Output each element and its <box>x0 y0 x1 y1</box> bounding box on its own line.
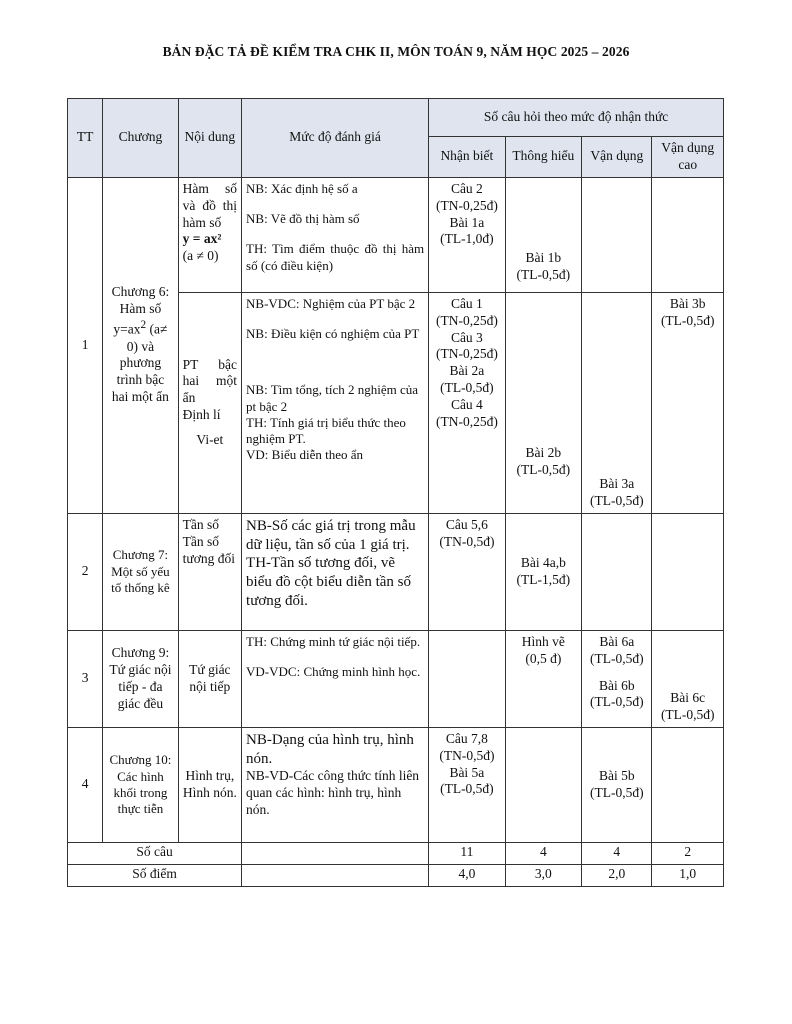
nb-cell: Câu 5,6 (TN-0,5đ) <box>429 513 505 630</box>
criteria-text: NB: Xác định hệ số a <box>246 180 358 196</box>
row-number: 4 <box>68 727 103 842</box>
row-number: 1 <box>68 177 103 513</box>
th-cell: Hình vẽ (0,5 đ) <box>505 630 581 727</box>
criteria-text: TH: Chứng minh tứ giác nội tiếp. <box>246 633 421 649</box>
vdc-cell <box>652 513 724 630</box>
criteria-cell <box>242 630 429 727</box>
vd-item: Bài 6a (TL-0,5đ) <box>589 633 644 666</box>
content-text: PT bậc hai một ẩn Định lí <box>182 356 238 423</box>
so-cau-label: Số câu <box>68 842 242 864</box>
content-text: Hàm số và đồ thị hàm số <box>182 180 238 230</box>
table-row <box>68 727 724 842</box>
vdc-cell <box>652 177 724 292</box>
th-cell: Bài 4a,b (TL-1,5đ) <box>505 513 581 630</box>
criteria-cell <box>242 292 429 513</box>
th-cell: Bài 1b (TL-0,5đ) <box>505 177 581 292</box>
so-diem-label: Số điểm <box>68 864 242 886</box>
vdc-cell <box>652 727 724 842</box>
vd-cell <box>582 513 652 630</box>
criteria-cell <box>242 177 429 292</box>
th-cell <box>505 727 581 842</box>
content-cell: Tần số Tần số tương đối <box>178 513 241 630</box>
so-cau-vd: 4 <box>582 842 652 864</box>
row-number: 3 <box>68 630 103 727</box>
so-diem-vd: 2,0 <box>582 864 652 886</box>
so-cau-vdc: 2 <box>652 842 724 864</box>
condition-text: (a ≠ 0) <box>182 248 219 264</box>
criteria-text: VD-VDC: Chứng minh hình học. <box>246 664 421 679</box>
so-cau-nb: 11 <box>429 842 505 864</box>
criteria-text: NB: Điều kiện có nghiệm của PT <box>246 326 420 341</box>
header-thong-hieu: Thông hiểu <box>505 137 581 178</box>
nb-cell <box>429 630 505 727</box>
content-cell <box>178 177 241 292</box>
header-row-1 <box>68 99 724 137</box>
total-questions-row <box>68 842 724 864</box>
criteria-text: TH: Tính giá trị biểu thức theo nghiệm PT. <box>246 414 406 446</box>
vdc-cell: Bài 3b (TL-0,5đ) <box>652 292 724 513</box>
criteria-text: NB-VD-Các công thức tính liên quan các hình: hình trụ, hình nón. <box>246 768 420 817</box>
header-noi-dung: Nội dung <box>178 99 241 178</box>
header-so-cau: Số câu hỏi theo mức độ nhận thức <box>429 99 724 137</box>
chapter-name: Chương 6: Hàm số $y=ax^2$ (a≠ 0) và phương trình bậc hai một ẩn <box>103 177 178 513</box>
chapter-name: Chương 7: Một số yếu tố thống kê <box>103 513 178 630</box>
vd-item: Bài 6b (TL-0,5đ) <box>589 677 644 710</box>
so-diem-th: 3,0 <box>505 864 581 886</box>
nb-cell: Câu 2 (TN-0,25đ) Bài 1a (TL-1,0đ) <box>429 177 505 292</box>
vd-cell <box>582 177 652 292</box>
content-text: Vi-et <box>196 432 224 448</box>
criteria-cell <box>242 727 429 842</box>
table-row <box>68 177 724 292</box>
vd-cell: Bài 3a (TL-0,5đ) <box>582 292 652 513</box>
formula-text: y = ax² <box>182 231 222 247</box>
criteria-text: NB: Tìm tổng, tích 2 nghiệm của pt bậc 2 <box>246 382 419 414</box>
content-cell: Tứ giác nội tiếp <box>178 630 241 727</box>
chapter-name: Chương 10: Các hình khối trong thực tiễn <box>103 727 178 842</box>
total-points-row <box>68 864 724 886</box>
criteria-text: NB-VDC: Nghiệm của PT bậc 2 <box>246 295 416 311</box>
header-chuong: Chương <box>103 99 178 178</box>
vdc-cell: Bài 6c (TL-0,5đ) <box>652 630 724 727</box>
nb-cell: Câu 7,8 (TN-0,5đ) Bài 5a (TL-0,5đ) <box>429 727 505 842</box>
header-van-dung-cao: Vận dụng cao <box>652 137 724 178</box>
so-diem-vdc: 1,0 <box>652 864 724 886</box>
table-row <box>68 630 724 727</box>
th-cell: Bài 2b (TL-0,5đ) <box>505 292 581 513</box>
criteria-text: VD: Biểu diễn theo ẩn <box>246 447 364 463</box>
criteria-text: NB-Dạng của hình trụ, hình nón. <box>246 731 414 767</box>
table-row <box>68 513 724 630</box>
content-cell: Hình trụ, Hình nón. <box>178 727 241 842</box>
header-van-dung: Vận dụng <box>582 137 652 178</box>
content-cell <box>178 292 241 513</box>
so-cau-th: 4 <box>505 842 581 864</box>
criteria-text: NB: Vẽ đồ thị hàm số <box>246 211 360 226</box>
criteria-cell <box>242 513 429 630</box>
row-number: 2 <box>68 513 103 630</box>
specification-table <box>67 98 724 887</box>
header-muc-do: Mức độ đánh giá <box>242 99 429 178</box>
criteria-text: NB-Số các giá trị trong mẫu dữ liệu, tần số của 1 giá trị. <box>246 517 416 553</box>
vd-cell: Bài 5b (TL-0,5đ) <box>582 727 652 842</box>
criteria-text: TH: Tìm điểm thuộc đồ thị hàm số (có điều kiện) <box>246 241 425 273</box>
header-tt: TT <box>68 99 103 178</box>
header-nhan-biet: Nhận biết <box>429 137 505 178</box>
vd-cell <box>582 630 652 727</box>
so-diem-nb: 4,0 <box>429 864 505 886</box>
chapter-name: Chương 9: Tứ giác nội tiếp - đa giác đều <box>103 630 178 727</box>
document-title: BẢN ĐẶC TẢ ĐỀ KIỂM TRA CHK II, MÔN TOÁN 9, NĂM HỌC 2025 – 2026 <box>162 44 630 59</box>
nb-cell: Câu 1 (TN-0,25đ) Câu 3 (TN-0,25đ) Bài 2a (TL-0,5đ) Câu 4 (TN-0,25đ) <box>429 292 505 513</box>
criteria-text: TH-Tần số tương đối, vẽ biểu đồ cột biểu diễn tần số tương đối. <box>246 555 411 609</box>
